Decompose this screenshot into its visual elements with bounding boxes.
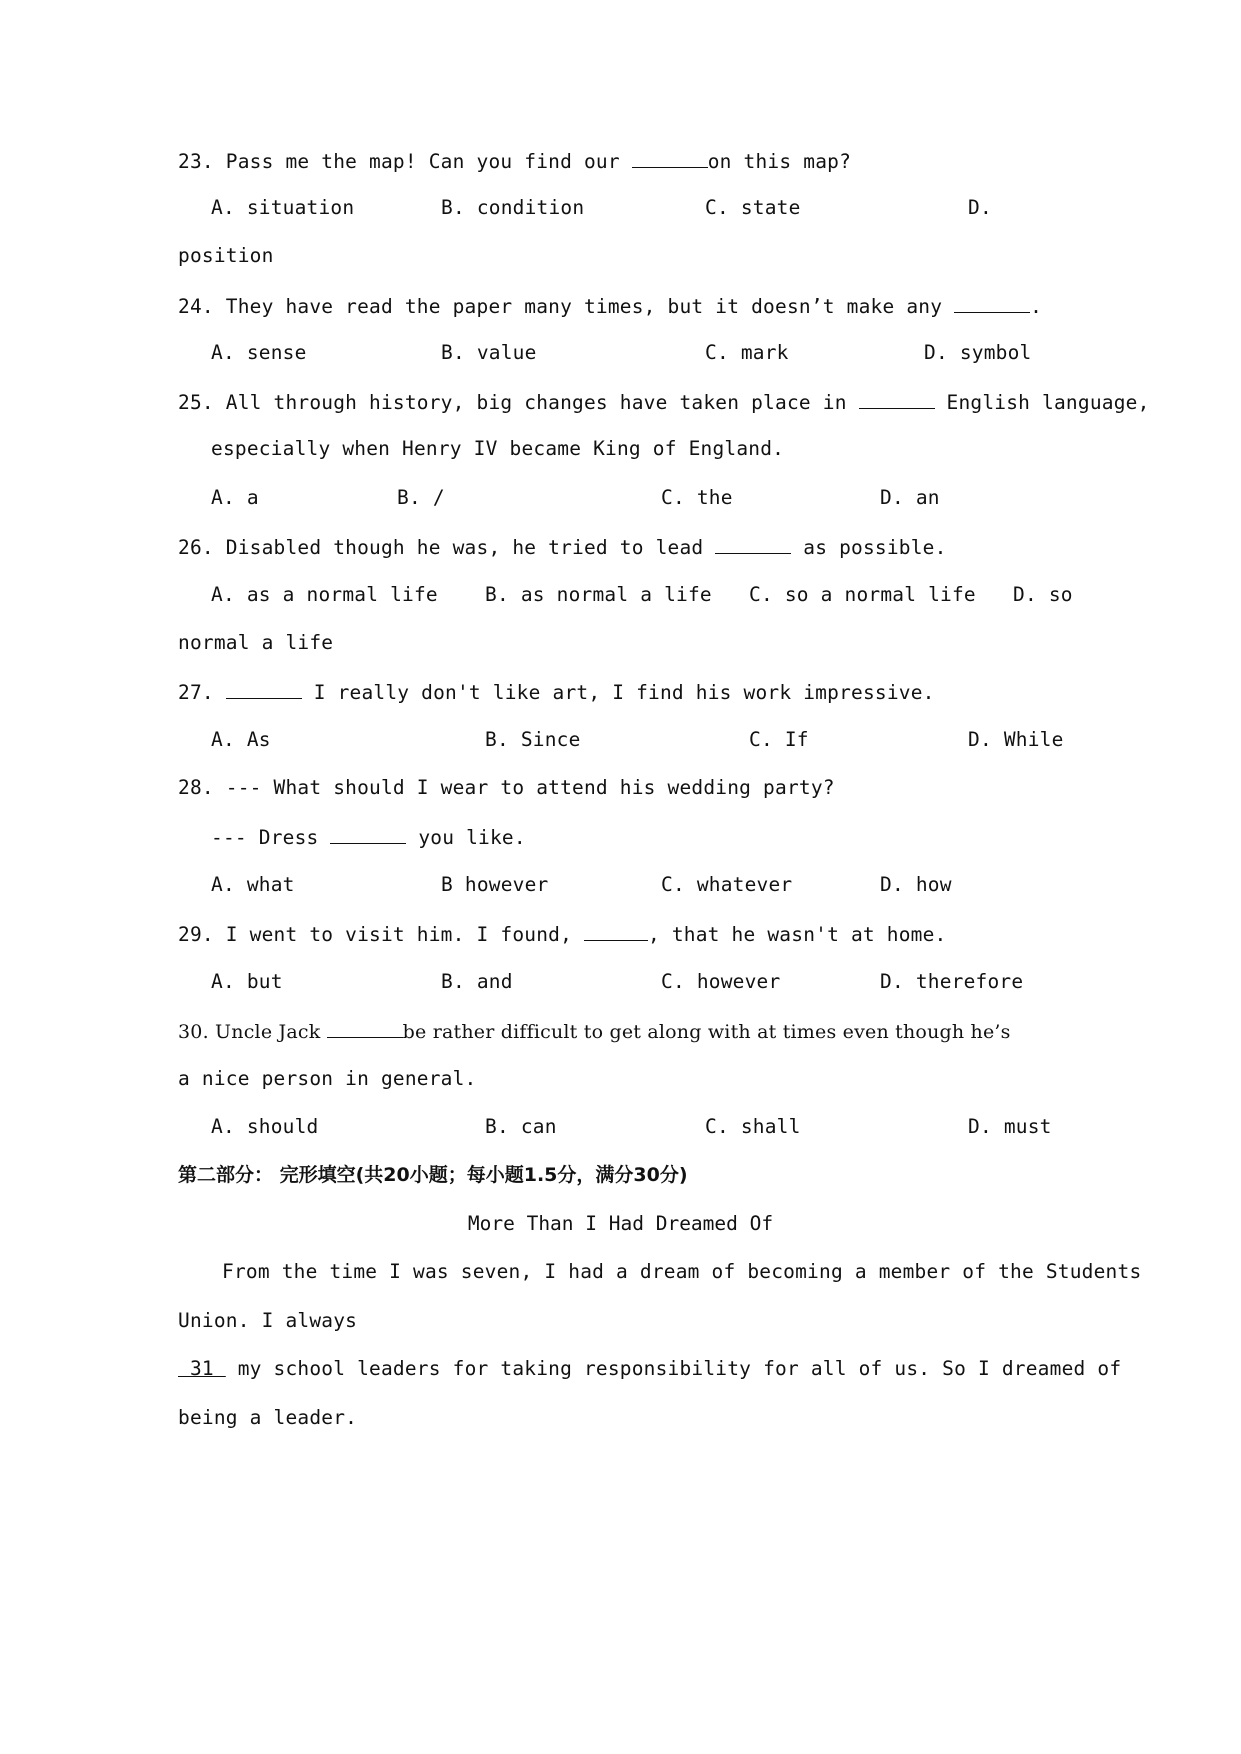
question-23-stem <box>178 145 1078 175</box>
q28-option-d: D. how <box>880 873 952 896</box>
answer-blank <box>584 918 648 941</box>
stem-text: as possible. <box>791 536 947 559</box>
stem-text: 24. They have read the paper many times, but it doesn’t make any <box>178 295 955 318</box>
q23-option-d-wrap: position <box>178 244 274 267</box>
question-27-stem <box>178 676 1078 706</box>
q24-option-d: D. symbol <box>924 341 1032 364</box>
stem-text: on this map? <box>707 150 852 173</box>
q28-option-c: C. whatever <box>661 873 793 896</box>
answer-blank <box>327 1015 403 1038</box>
q27-option-c: C. If <box>749 728 809 751</box>
question-28-stem: 28. --- What should I wear to attend his wedding party? <box>178 776 835 799</box>
q23-option-b: B. condition <box>441 196 585 219</box>
q25-option-c: C. the <box>661 486 733 509</box>
answer-blank <box>632 145 708 168</box>
q24-option-c: C. mark <box>705 341 789 364</box>
q25-option-b: B. / <box>397 486 445 509</box>
passage-line-2: Union. I always <box>178 1309 358 1332</box>
stem-text: 23. Pass me the map! Can you find our <box>178 150 632 173</box>
q28-option-a: A. what <box>211 873 295 896</box>
question-26-stem <box>178 531 1078 561</box>
q29-option-d: D. therefore <box>880 970 1024 993</box>
q26-option-c: C. so a normal life <box>749 583 976 606</box>
q23-option-a: A. situation <box>211 196 355 219</box>
answer-blank <box>330 821 406 844</box>
answer-blank <box>859 386 935 409</box>
cloze-blank-31: 31 <box>178 1357 226 1380</box>
q30-option-c: C. shall <box>705 1115 801 1138</box>
q24-option-a: A. sense <box>211 341 307 364</box>
stem-text: I really don't like art, I find his work impressive. <box>301 681 935 704</box>
passage-text: my school leaders for taking responsibility for all of us. So I dreamed of <box>225 1357 1122 1380</box>
stem-text: 29. I went to visit him. I found, <box>178 923 584 946</box>
stem-text: 25. All through history, big changes have taken place in <box>178 391 859 414</box>
answer-blank <box>715 531 791 554</box>
q29-option-b: B. and <box>441 970 513 993</box>
question-28-line2 <box>211 821 1111 851</box>
question-25-continuation: especially when Henry IV became King of England. <box>211 437 785 460</box>
stem-text: 26. Disabled though he was, he tried to lead <box>178 536 716 559</box>
q30-option-b: B. can <box>485 1115 557 1138</box>
stem-text: 30. Uncle Jack <box>178 1021 327 1043</box>
stem-text: --- Dress <box>211 826 331 849</box>
q29-option-c: C. however <box>661 970 781 993</box>
q27-option-b: B. Since <box>485 728 581 751</box>
q25-option-d: D. an <box>880 486 940 509</box>
question-30-stem <box>178 1015 1078 1045</box>
q24-option-b: B. value <box>441 341 537 364</box>
q26-option-d: D. so <box>1013 583 1073 606</box>
question-24-stem <box>178 290 1078 320</box>
q27-option-d: D. While <box>968 728 1064 751</box>
q23-option-c: C. state <box>705 196 801 219</box>
q30-option-d: D. must <box>968 1115 1052 1138</box>
stem-text: 27. <box>178 681 226 704</box>
answer-blank <box>954 290 1030 313</box>
q25-option-a: A. a <box>211 486 259 509</box>
passage-line-4: being a leader. <box>178 1406 358 1429</box>
q26-option-a: A. as a normal life <box>211 583 438 606</box>
stem-text: you like. <box>406 826 526 849</box>
passage-line-3 <box>178 1354 1122 1384</box>
answer-blank <box>226 676 302 699</box>
stem-text: English language, <box>934 391 1150 414</box>
q23-option-d: D. <box>968 196 992 219</box>
passage-title: More Than I Had Dreamed Of <box>467 1212 774 1235</box>
q26-option-d-wrap: normal a life <box>178 631 334 654</box>
stem-text: be rather difficult to get along with at times even though he’s <box>402 1021 1011 1043</box>
q30-option-a: A. should <box>211 1115 319 1138</box>
stem-text: . <box>1030 295 1043 318</box>
q27-option-a: A. As <box>211 728 271 751</box>
q29-option-a: A. but <box>211 970 283 993</box>
question-25-stem <box>178 386 1150 416</box>
question-30-continuation: a nice person in general. <box>178 1067 477 1090</box>
question-29-stem <box>178 918 1078 948</box>
q26-option-b: B. as normal a life <box>485 583 712 606</box>
q28-option-b: B however <box>441 873 549 896</box>
section-heading: 第二部分： 完形填空(共20小题；每小题1.5分，满分30分) <box>178 1164 688 1186</box>
stem-text: , that he wasn't at home. <box>647 923 947 946</box>
passage-line-1: From the time I was seven, I had a dream of becoming a member of the Students <box>222 1260 1142 1283</box>
